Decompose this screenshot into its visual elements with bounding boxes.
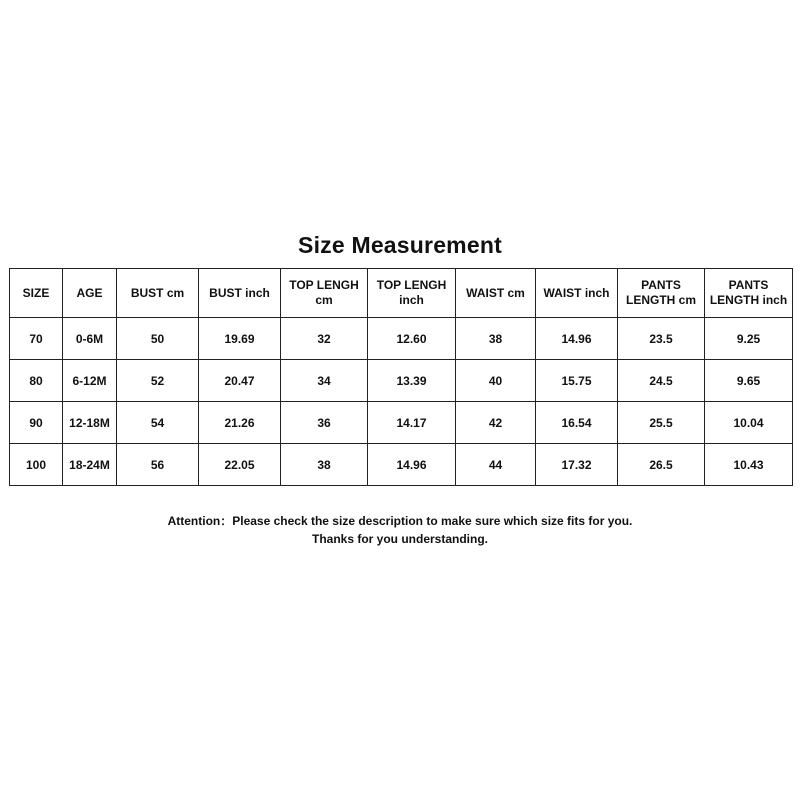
table-cell: 38 bbox=[456, 318, 536, 360]
table-cell: 25.5 bbox=[618, 402, 705, 444]
header-age: AGE bbox=[63, 269, 117, 318]
table-cell: 24.5 bbox=[618, 360, 705, 402]
table-cell: 17.32 bbox=[536, 444, 618, 486]
table-row bbox=[10, 402, 793, 444]
table-cell: 9.25 bbox=[705, 318, 793, 360]
table-header-row bbox=[10, 269, 793, 318]
table-cell: 22.05 bbox=[199, 444, 281, 486]
table-cell: 38 bbox=[281, 444, 368, 486]
table-cell: 56 bbox=[117, 444, 199, 486]
header-size: SIZE bbox=[10, 269, 63, 318]
table-cell: 12-18M bbox=[63, 402, 117, 444]
attention-line: Attention：Please check the size description to make sure which size fits for you. bbox=[167, 514, 633, 528]
table-cell: 32 bbox=[281, 318, 368, 360]
table-cell: 34 bbox=[281, 360, 368, 402]
header-pants-length-inch: PANTS LENGTH inch bbox=[705, 269, 793, 318]
table-cell: 18-24M bbox=[63, 444, 117, 486]
header-waist-inch: WAIST inch bbox=[536, 269, 618, 318]
table-cell: 70 bbox=[10, 318, 63, 360]
table-cell: 52 bbox=[117, 360, 199, 402]
table-cell: 23.5 bbox=[618, 318, 705, 360]
table-cell: 54 bbox=[117, 402, 199, 444]
table-cell: 14.96 bbox=[368, 444, 456, 486]
table-cell: 50 bbox=[117, 318, 199, 360]
header-bust-cm: BUST cm bbox=[117, 269, 199, 318]
table-cell: 26.5 bbox=[618, 444, 705, 486]
table-cell: 13.39 bbox=[368, 360, 456, 402]
table-cell: 36 bbox=[281, 402, 368, 444]
header-bust-inch: BUST inch bbox=[199, 269, 281, 318]
table-row bbox=[10, 318, 793, 360]
table-cell: 20.47 bbox=[199, 360, 281, 402]
table-cell: 14.96 bbox=[536, 318, 618, 360]
header-waist-cm: WAIST cm bbox=[456, 269, 536, 318]
table-cell: 44 bbox=[456, 444, 536, 486]
table-cell: 12.60 bbox=[368, 318, 456, 360]
table-row bbox=[10, 444, 793, 486]
table-cell: 100 bbox=[10, 444, 63, 486]
table-cell: 21.26 bbox=[199, 402, 281, 444]
table-cell: 42 bbox=[456, 402, 536, 444]
size-measurement-table bbox=[9, 268, 793, 486]
attention-note bbox=[0, 512, 800, 548]
table-cell: 80 bbox=[10, 360, 63, 402]
table-cell: 16.54 bbox=[536, 402, 618, 444]
table-row bbox=[10, 360, 793, 402]
table-cell: 15.75 bbox=[536, 360, 618, 402]
table-cell: 9.65 bbox=[705, 360, 793, 402]
table-cell: 6-12M bbox=[63, 360, 117, 402]
table-cell: 10.04 bbox=[705, 402, 793, 444]
header-pants-length-cm: PANTS LENGTH cm bbox=[618, 269, 705, 318]
table-cell: 0-6M bbox=[63, 318, 117, 360]
table-cell: 10.43 bbox=[705, 444, 793, 486]
table-cell: 14.17 bbox=[368, 402, 456, 444]
table-cell: 40 bbox=[456, 360, 536, 402]
table-cell: 19.69 bbox=[199, 318, 281, 360]
table-cell: 90 bbox=[10, 402, 63, 444]
page-title: Size Measurement bbox=[298, 232, 502, 258]
header-top-length-inch: TOP LENGH inch bbox=[368, 269, 456, 318]
header-top-length-cm: TOP LENGH cm bbox=[281, 269, 368, 318]
thanks-line: Thanks for you understanding. bbox=[311, 532, 488, 546]
